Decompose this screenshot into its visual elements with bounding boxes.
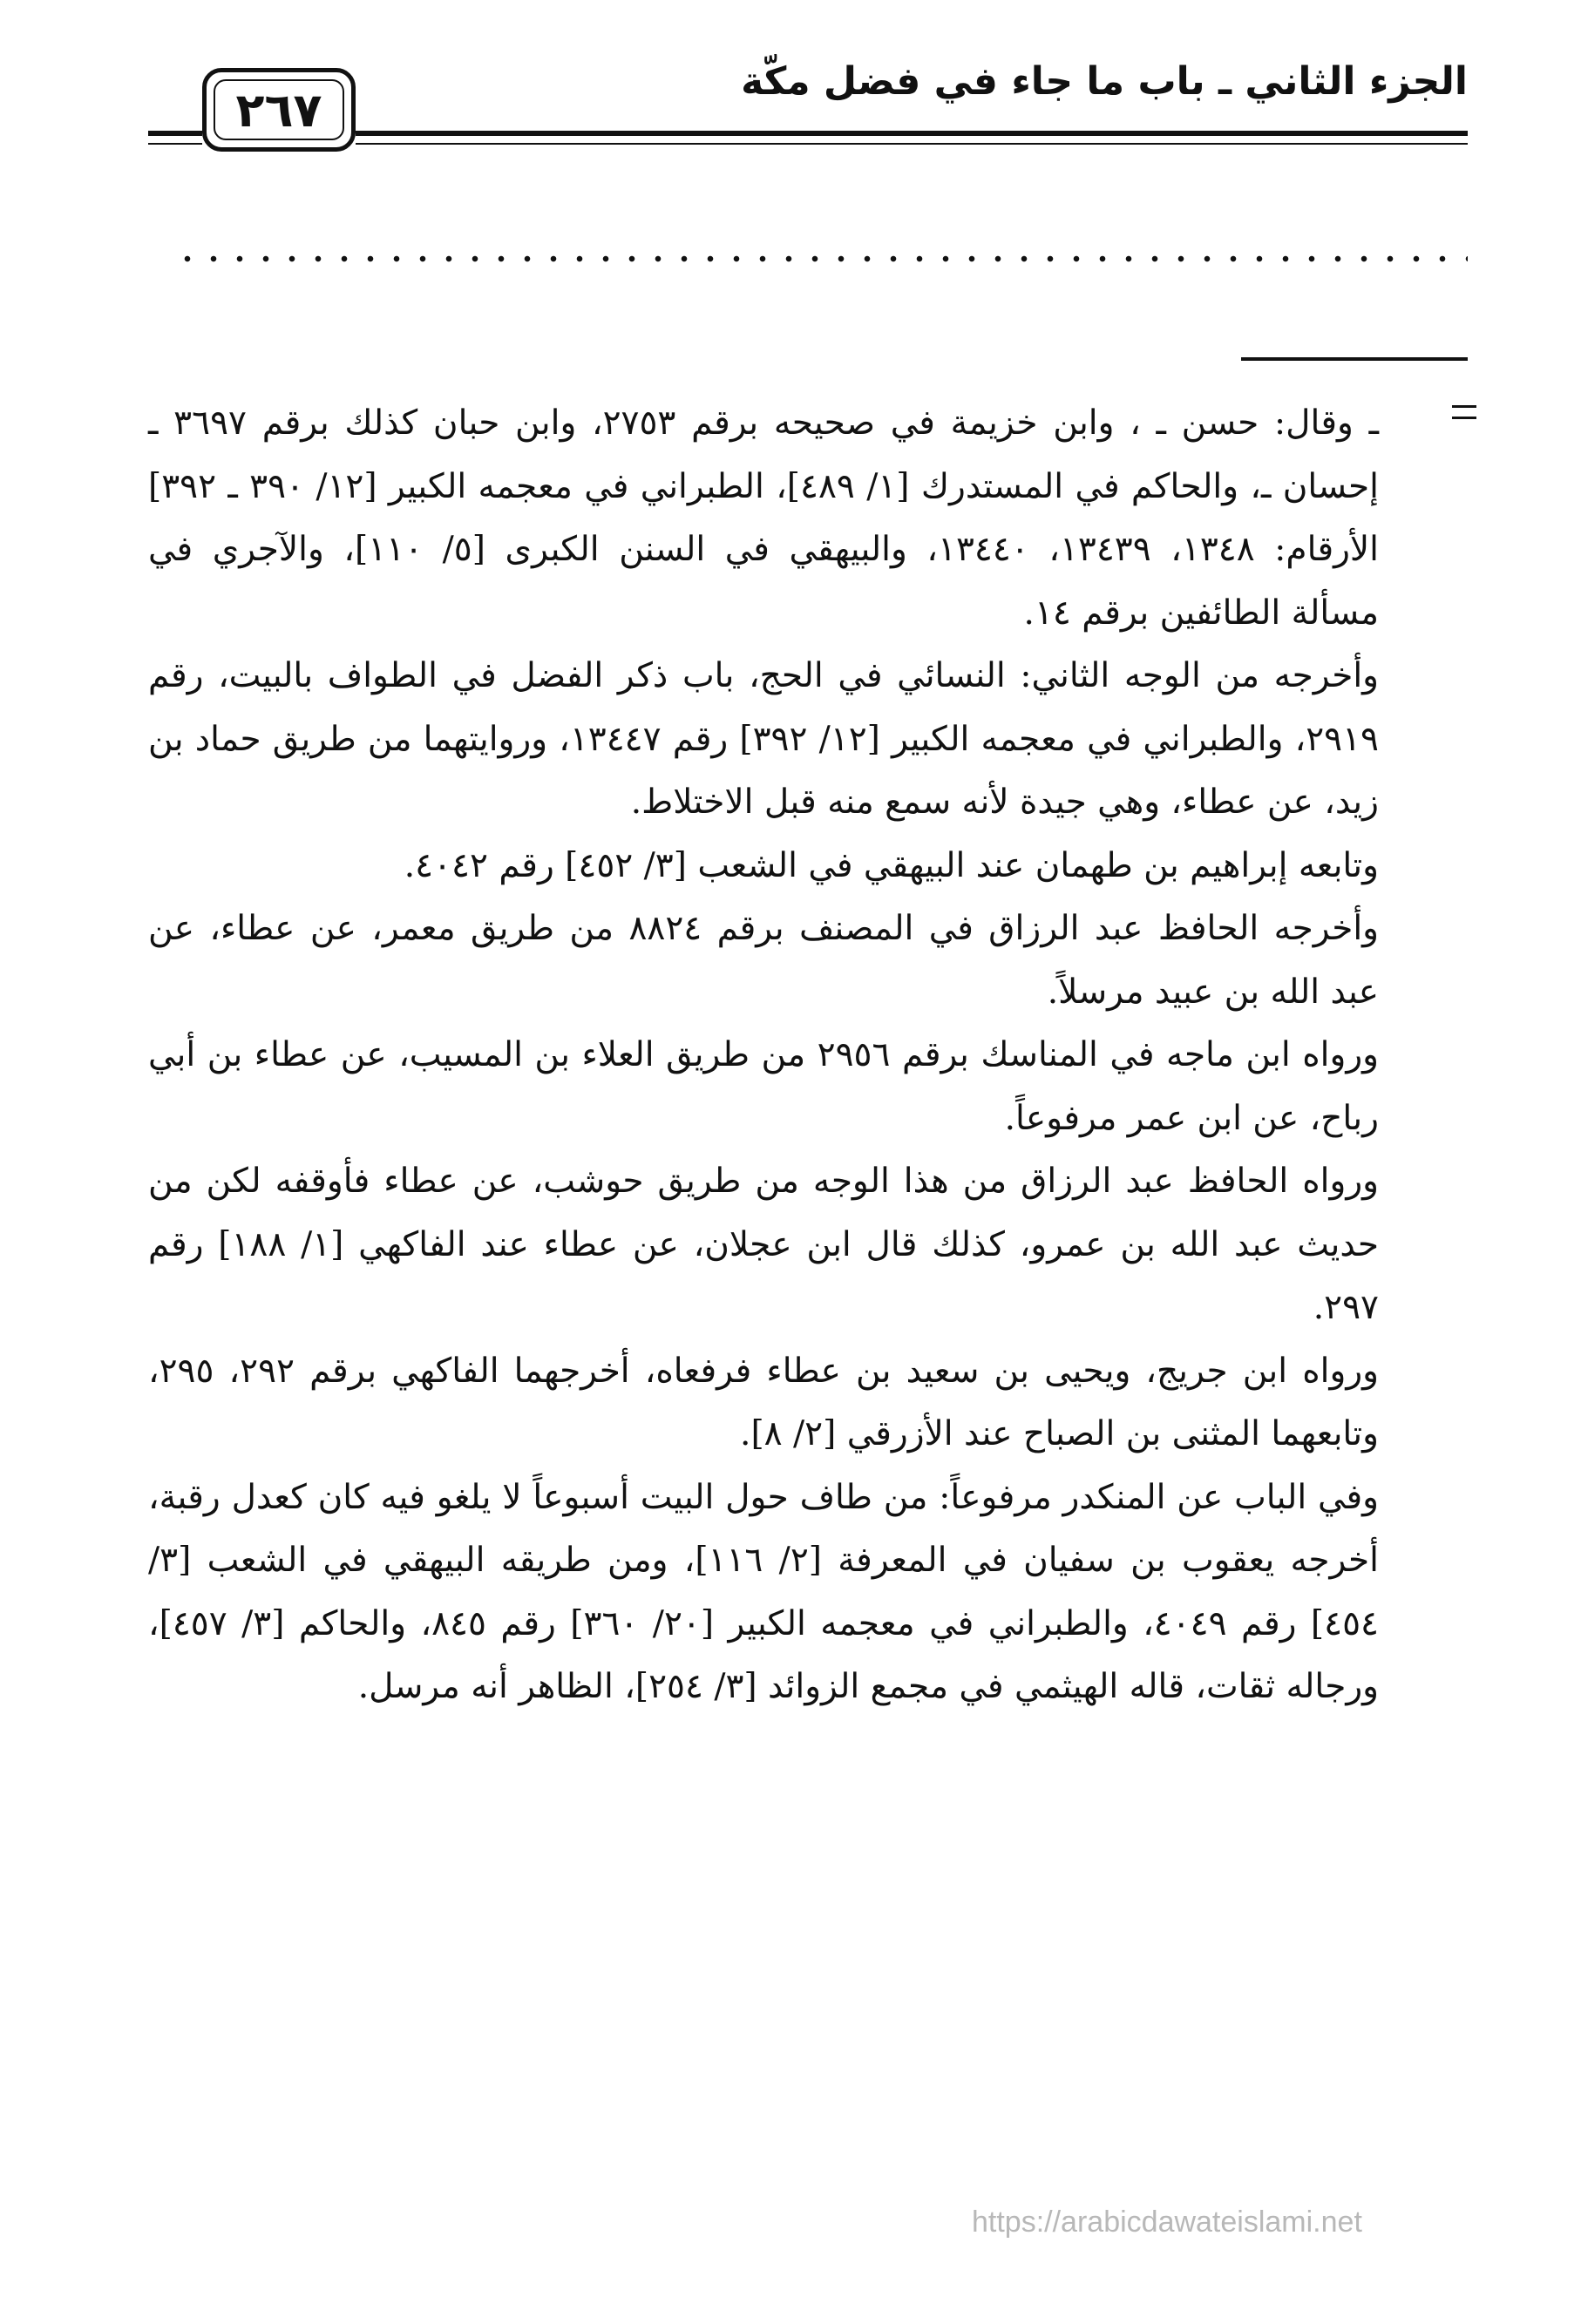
paragraph: ورواه الحافظ عبد الرزاق من هذا الوجه من طريق حوشب، عن عطاء فأوقفه لكن من حديث عبد الله بن عمرو، كذلك قال ابن عجلان، عن عطاء عند الفاكهي [١/ ١٨٨] رقم ٢٩٧. [148,1162,1379,1327]
paragraph: وفي الباب عن المنكدر مرفوعاً: من طاف حول البيت أسبوعاً لا يلغو فيه كان كعدل رقبة، أخرجه يعقوب بن سفيان في المعرفة [٢/ ١١٦]، ومن طريقه البيهقي في الشعب [٣/ ٤٥٤] رقم ٤٠٤٩، والطبراني في معجمه الكبير [٢٠/ ٣٦٠] رقم ٨٤٥، والحاكم [٣/ ٤٥٧]، ورجاله ثقات، قاله الهيثمي في مجمع الزوائد [٣/ ٢٥٤]، الظاهر أنه مرسل. [148,1477,1379,1706]
paragraph: وأخرجه من الوجه الثاني: النسائي في الحج، باب ذكر الفضل في الطواف بالبيت، رقم ٢٩١٩، والطبراني في معجمه الكبير [١٢/ ٣٩٢] رقم ١٣٤٤٧، وروايتهما من طريق حماد بن زيد، عن عطاء، وهي جيدة لأنه سمع منه قبل الاختلاط. [148,656,1379,822]
page-number: ٢٦٧ [235,82,322,138]
paragraph: ـ وقال: حسن ـ ، وابن خزيمة في صحيحه برقم ٢٧٥٣، وابن حبان كذلك برقم ٣٦٩٧ ـ إحسان ـ، والحاكم في المستدرك [١/ ٤٨٩]، الطبراني في معجمه الكبير [١٢/ ٣٩٠ ـ ٣٩٢] الأرقام: ١٣٤٨، ١٣٤٣٩، ١٣٤٤٠، والبيهقي في السنن الكبرى [٥/ ١١٠]، والآجري في مسألة الطائفين برقم ١٤. [148,403,1380,633]
footnote-rule [1241,357,1468,361]
watermark-url: https://arabicdawateislami.net [972,2205,1362,2239]
header-rule-left-thin [148,143,202,145]
footnote-body [148,392,1379,1719]
paragraph: ورواه ابن جريج، ويحيى بن سعيد بن عطاء فرفعاه، أخرجهما الفاكهي برقم ٢٩٢، ٢٩٥، وتابعهما المثنى بن الصباح عند الأزرقي [٢/ ٨]. [148,1351,1379,1453]
dotted-separator [174,254,1468,263]
paragraph: وتابعه إبراهيم بن طهمان عند البيهقي في الشعب [٣/ ٤٥٢] رقم ٤٠٤٢. [404,845,1379,885]
paragraph: وأخرجه الحافظ عبد الرزاق في المصنف برقم ٨٨٢٤ من طريق معمر، عن عطاء، عن عبد الله بن عبيد مرسلاً. [148,909,1379,1012]
header-rule-left [148,131,202,136]
running-title: الجزء الثاني ـ باب ما جاء في فضل مكّة [741,59,1468,104]
header-rule-right [356,131,1468,136]
page-number-frame [202,68,356,152]
paragraph: ورواه ابن ماجه في المناسك برقم ٢٩٥٦ من طريق العلاء بن المسيب، عن عطاء بن أبي رباح، عن ابن عمر مرفوعاً. [148,1035,1379,1138]
header-rule-right-thin [356,143,1468,145]
